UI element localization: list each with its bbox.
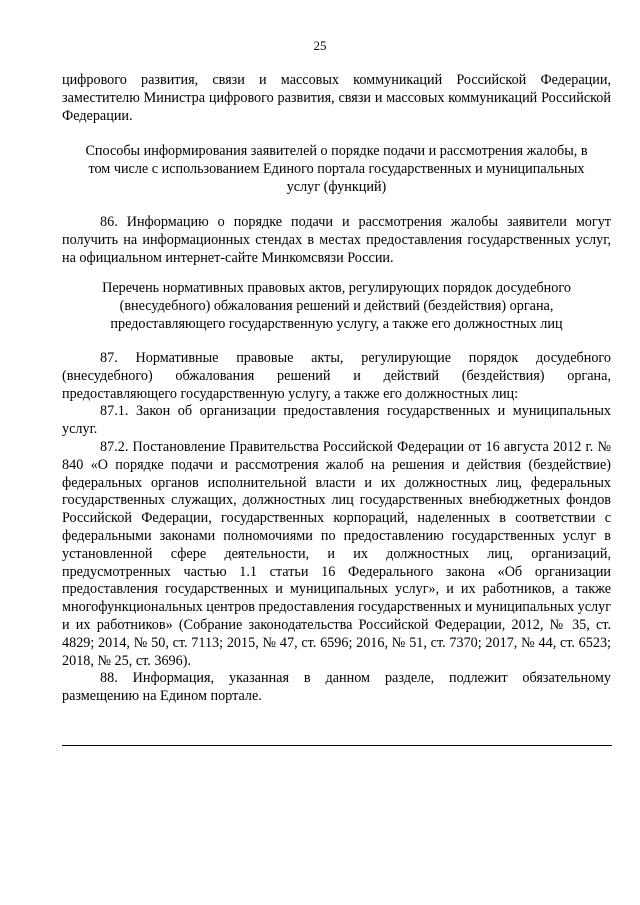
footer-divider-line <box>62 745 612 746</box>
paragraph-88: 88. Информация, указанная в данном разделе, подлежит обязательному размещению на Едином портале. <box>62 670 611 705</box>
heading-informing-text: Способы информирования заявителей о порядке подачи и рассмотрения жалобы, в том числе с использованием Единого портала государственных и муниципальных услуг (функций) <box>85 143 588 195</box>
page-number: 25 <box>313 38 327 53</box>
intro-paragraph: цифрового развития, связи и массовых коммуникаций Российской Федерации, заместителю Министра цифрового развития, связи и массовых коммуникаций Российской Федерации. <box>62 72 611 124</box>
heading-legal-acts-text: Перечень нормативных правовых актов, регулирующих порядок досудебного (внесудебного) обжалования решений и действий (бездействия) органа, предоставляющего государственную услугу, а также его должностных лиц <box>102 280 571 332</box>
paragraph-86: 86. Информацию о порядке подачи и рассмотрения жалобы заявители могут получить на информационных стендах в местах предоставления государственных услуг, на официальном интернет-сайте Минкомсвязи России. <box>62 214 611 266</box>
intro-block <box>62 72 611 125</box>
section-heading-informing <box>62 143 611 196</box>
paragraph-87-2: 87.2. Постановление Правительства Российской Федерации от 16 августа 2012 г. № 840 «О порядке подачи и рассмотрения жалоб на решения и действия (бездействие) федеральных органов исполнительной власти и их должностных лиц, федеральных государственных служащих, должностных лиц государственных внебюджетных фондов Российской Федерации, государственных корпораций, наделенных в соответствии с федеральными законами полномочиями по предоставлению государственных услуг в установленной сфере деятельности, и их должностных лиц, организаций, предусмотренных частью 1.1 статьи 16 Федерального закона «Об организации предоставления государственных и муниципальных услуг», и их работников, а также многофункциональных центров предоставления государственных и муниципальных услуг и их работников» (Собрание законодательства Российской Федерации, 2012, № 35, ст. 4829; 2014, № 50, ст. 7113; 2015, № 47, ст. 6596; 2016, № 51, ст. 7370; 2017, № 44, ст. 6523; 2018, № 25, ст. 3696). <box>62 438 612 669</box>
paragraph-86-block <box>62 214 611 267</box>
paragraph-87: 87. Нормативные правовые акты, регулирующие порядок досудебного (внесудебного) обжалования решений и действий (бездействия) органа, предоставляющего государственную услугу, а также его должностных лиц: <box>62 350 611 402</box>
main-legal-block <box>62 350 611 706</box>
section-heading-legal-acts <box>62 280 611 333</box>
paragraph-87-1: 87.1. Закон об организации предоставления государственных и муниципальных услуг. <box>62 403 611 438</box>
